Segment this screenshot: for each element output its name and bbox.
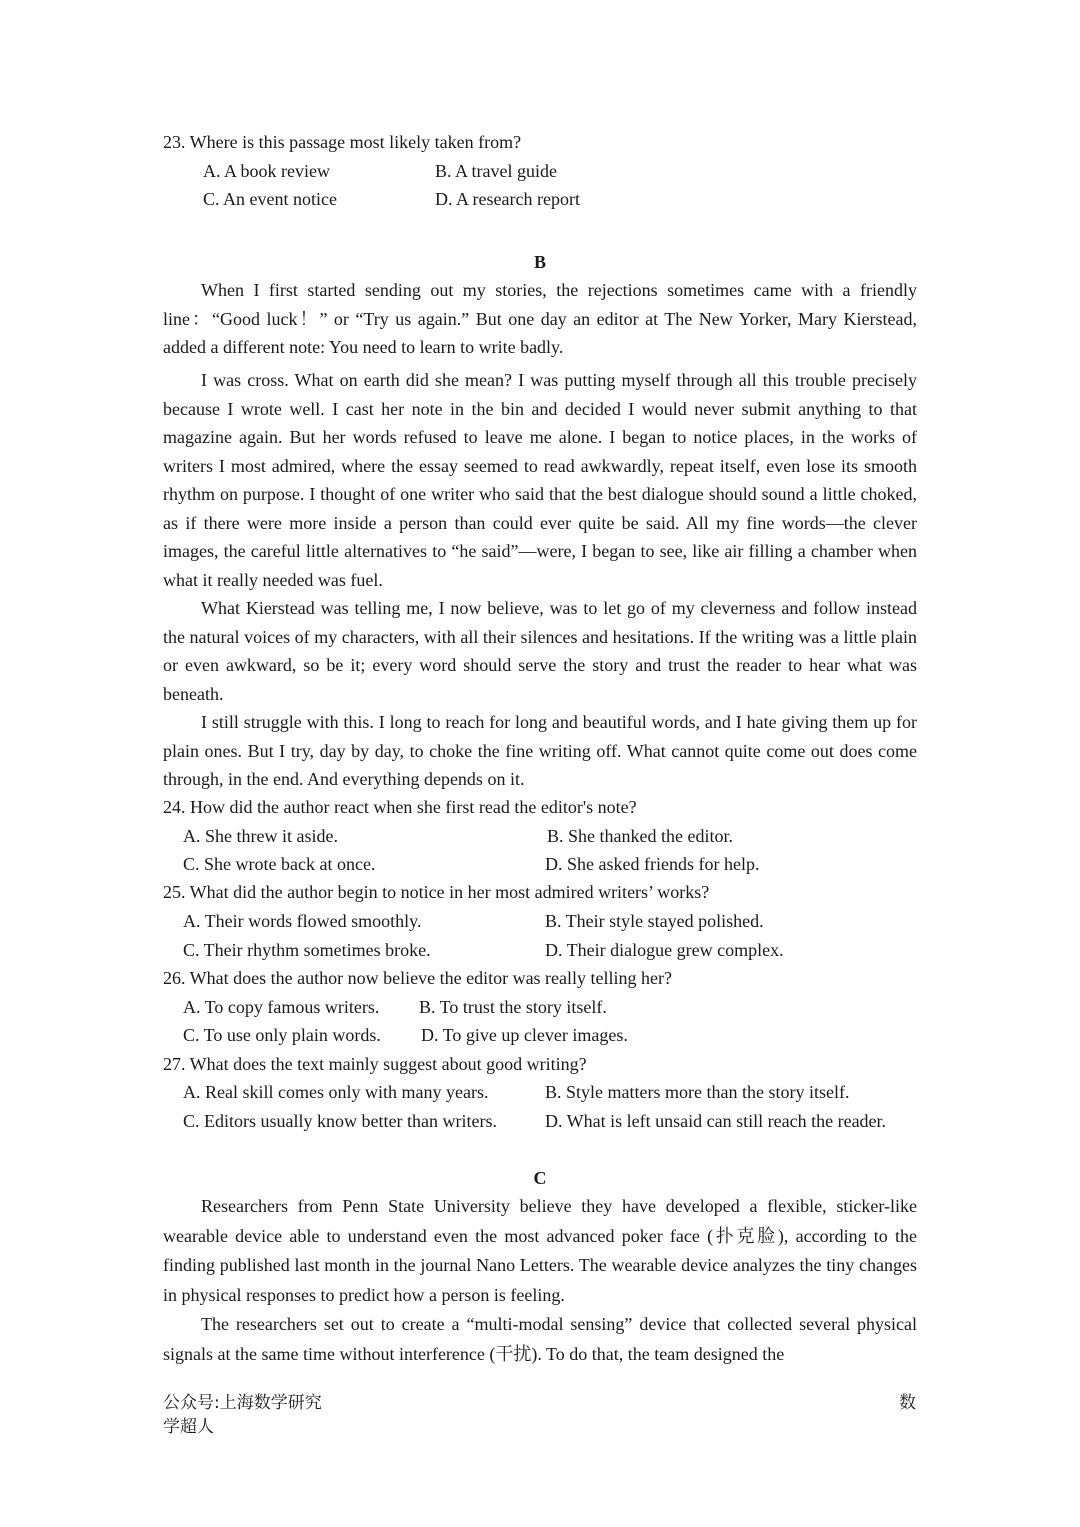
footer-left: [163, 1391, 322, 1439]
section-b-heading: B: [533, 252, 546, 272]
q24-option-d: D. She asked friends for help.: [545, 854, 760, 874]
q27-option-c: C. Editors usually know better than writers.: [183, 1111, 497, 1131]
q24-stem: 24. How did the author react when she first read the editor's note?: [163, 797, 637, 817]
q24-option-b: B. She thanked the editor.: [547, 826, 733, 846]
section-b-paragraph-1: When I first started sending out my stories, the rejections sometimes came with a friendly line：“Good luck！” or “Try us again.” But one day an editor at The New Yorker, Mary Kierstead, added a different note: You need to learn to write badly.: [163, 280, 917, 357]
q26-option-d: D. To give up clever images.: [421, 1025, 628, 1045]
section-b-paragraph-3: What Kierstead was telling me, I now believe, was to let go of my cleverness and follow instead the natural voices of my characters, with all their silences and hesitations. If the writing was a little plain or even awkward, so be it; every word should serve the story and trust the reader to hear what was beneath.: [163, 598, 917, 704]
section-c-paragraph-1: Researchers from Penn State University believe they have developed a flexible, sticker-like wearable device able to understand even the most advanced poker face (扑克脸), according to the finding published last month in the journal Nano Letters. The wearable device analyzes the tiny changes in physical responses to predict how a person is feeling.: [163, 1196, 917, 1305]
q25-option-a: A. Their words flowed smoothly.: [183, 911, 422, 931]
section-c-paragraph-2: The researchers set out to create a “multi-modal sensing” device that collected several physical signals at the same time without interference (干扰). To do that, the team designed the: [163, 1314, 917, 1364]
q23-option-a: A. A book review: [203, 161, 330, 181]
footer-right: 数: [899, 1393, 916, 1413]
section-b-paragraph-4: I still struggle with this. I long to reach for long and beautiful words, and I hate giving them up for plain ones. But I try, day by day, to choke the fine writing off. What cannot quite come out does come through, in the end. And everything depends on it.: [163, 712, 917, 789]
q24-option-c: C. She wrote back at once.: [183, 854, 376, 874]
q26-option-c: C. To use only plain words.: [183, 1025, 381, 1045]
q26-option-a: A. To copy famous writers.: [183, 997, 380, 1017]
q26-option-b: B. To trust the story itself.: [419, 997, 607, 1017]
q25-stem: 25. What did the author begin to notice in her most admired writers’ works?: [163, 882, 710, 902]
q27-stem: 27. What does the text mainly suggest about good writing?: [163, 1054, 587, 1074]
q27-option-a: A. Real skill comes only with many years.: [183, 1082, 489, 1102]
q25-option-d: D. Their dialogue grew complex.: [545, 940, 784, 960]
q23-stem: 23. Where is this passage most likely taken from?: [163, 132, 522, 152]
q27-option-b: B. Style matters more than the story itself.: [545, 1082, 850, 1102]
q23-option-c: C. An event notice: [203, 189, 337, 209]
q23-option-d: D. A research report: [435, 189, 580, 209]
q23-option-b: B. A travel guide: [435, 161, 557, 181]
q26-stem: 26. What does the author now believe the editor was really telling her?: [163, 968, 673, 988]
q24-option-a: A. She threw it aside.: [183, 826, 338, 846]
footer-left-line-2: 学超人: [163, 1417, 214, 1437]
section-b-paragraph-2: I was cross. What on earth did she mean? I was putting myself through all this trouble precisely because I wrote well. I cast her note in the bin and decided I would never submit anything to that magazine again. But her words refused to leave me alone. I began to notice places, in the works of writers I most admired, where the essay seemed to read awkwardly, repeat itself, even lose its smooth rhythm on purpose. I thought of one writer who said that the best dialogue should sound a little choked, as if there were more inside a person than could ever quite be said. All my fine words—the clever images, the careful little alternatives to “he said”—were, I began to see, like air filling a chamber when what it really needed was fuel.: [163, 370, 917, 590]
footer-left-line-1: 公众号:上海数学研究: [163, 1393, 322, 1413]
q25-option-c: C. Their rhythm sometimes broke.: [183, 940, 431, 960]
q25-option-b: B. Their style stayed polished.: [545, 911, 764, 931]
q27-option-d: D. What is left unsaid can still reach the reader.: [545, 1111, 887, 1131]
section-c-heading: C: [533, 1168, 547, 1188]
